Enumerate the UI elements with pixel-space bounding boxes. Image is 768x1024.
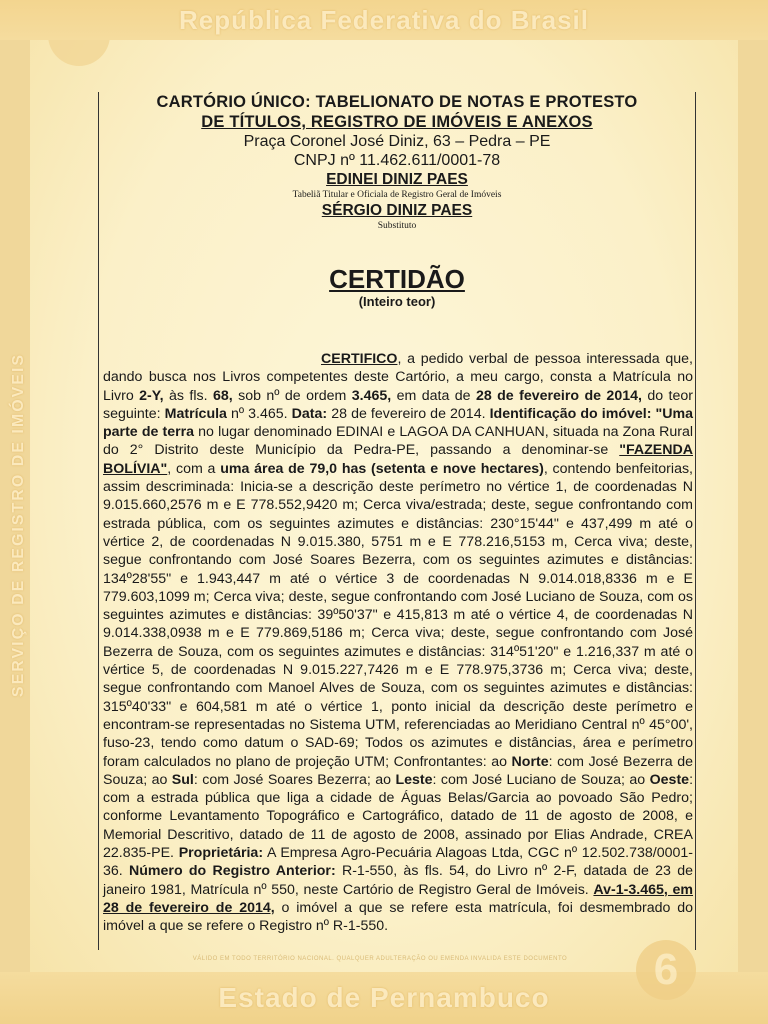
holder-role: Tabeliã Titular e Oficiala de Registro Geral de Imóveis bbox=[292, 190, 502, 200]
body-run: Oeste bbox=[649, 771, 690, 788]
state-seal-emblem: 6 bbox=[636, 940, 696, 1000]
top-banner bbox=[0, 0, 768, 40]
notary-cnpj: CNPJ nº 11.462.611/0001-78 bbox=[293, 152, 501, 169]
body-run: 68, bbox=[212, 387, 233, 404]
top-banner-text: República Federativa do Brasil bbox=[178, 5, 589, 35]
document-title: CERTIDÃO bbox=[329, 264, 465, 294]
body-run: Proprietária: bbox=[178, 845, 264, 862]
body-run: Norte bbox=[511, 753, 549, 770]
body-run: 3.465, bbox=[351, 387, 392, 404]
body-run: : com José Bezerra de Souza; ao bbox=[103, 753, 693, 788]
bottom-banner-text: Estado de Pernambuco bbox=[218, 982, 550, 1013]
body-run: Identificação do imóvel: "Uma parte de terra bbox=[103, 405, 693, 441]
body-run: : com José Soares Bezerra; ao bbox=[193, 771, 396, 788]
body-run: CERTIFICO bbox=[321, 351, 398, 367]
body-run: "FAZENDA BOLÍVIA" bbox=[103, 442, 693, 477]
footer-note: VÁLIDO EM TODO TERRITÓRIO NACIONAL. QUALQUER ADULTERAÇÃO OU EMENDA INVALIDA ESTE DOCUMENTO bbox=[192, 956, 568, 962]
body-run: 28 de fevereiro de 2014. bbox=[327, 405, 490, 422]
body-run: , com a bbox=[167, 460, 221, 477]
body-run: no lugar denominado EDINAI e LAGOA DA CANHUAN, situada na Zona Rural do 2° Distrito deste Município da Pedra-PE, passando a denominar-se bbox=[103, 424, 694, 459]
body-run: sob nº de ordem bbox=[232, 387, 352, 404]
notary-header bbox=[99, 92, 695, 232]
certificate-document bbox=[98, 92, 696, 950]
body-run: do teor seguinte: bbox=[103, 387, 693, 422]
body-run: em data de bbox=[391, 387, 476, 404]
body-run: Matrícula bbox=[164, 405, 227, 422]
body-run: Data: bbox=[291, 405, 328, 422]
certificate-body bbox=[103, 350, 693, 936]
notary-address: Praça Coronel José Diniz, 63 – Pedra – PE bbox=[243, 133, 551, 150]
side-banner bbox=[4, 300, 34, 750]
holder-name: EDINEI DINIZ PAES bbox=[326, 171, 468, 188]
body-run: Leste bbox=[395, 771, 433, 788]
body-run: : com José Luciano de Souza; ao bbox=[432, 771, 650, 788]
body-run: uma área de 79,0 has (setenta e nove hectares) bbox=[220, 460, 544, 477]
notary-title-line2: DE TÍTULOS, REGISTRO DE IMÓVEIS E ANEXOS bbox=[201, 113, 593, 131]
body-run: nº 3.465. bbox=[226, 405, 292, 422]
document-subtitle: (Inteiro teor) bbox=[358, 294, 436, 309]
body-run: Av-1-3.465, em 28 de fevereiro de 2014, bbox=[103, 881, 694, 916]
substitute-role: Substituto bbox=[377, 221, 417, 231]
body-run: , a pedido verbal de pessoa interessada que, dando busca nos Livros competentes deste Cartório, a meu cargo, consta a Matrícula no Livro bbox=[103, 351, 693, 404]
notary-title-line1: CARTÓRIO ÚNICO: TABELIONATO DE NOTAS E PROTESTO bbox=[156, 93, 638, 111]
body-run: 2-Y, bbox=[139, 387, 164, 404]
body-run: , contendo benfeitorias, assim descriminada: Inicia-se a descrição deste perímetro no vértice 1, de coordenadas N 9.015.660,2576 m e E 778.552,9420 m; Cerca viva/estrada; deste, segue confrontando com estrada pública, com os seguintes azimutes e distâncias: 230°15'44" e 437,499 m até o vértice 2, de coordenadas N 9.015.380, 5751 m e E 778.216,5153 m, Cerca viva; deste, segue confrontando com José Soares Bezerra, com os seguintes azimutes e distâncias: 134º28'55" e 1.943,447 m até o vértice 3 de coordenadas N 9.014.018,8336 m e E 779.603,1099 m; Cerca viva; deste, segue confrontando com José Luciano de Souza, com os seguintes azimutes e distâncias: 39º50'37" e 415,813 m até o vértice 4, de coordenadas N 9.014.338,0938 m e E 779.869,5186 m; Cerca viva; deste, segue confrontando com José Bezerra de Souza, com os seguintes azimutes e distâncias: 314º51'20" e 1.216,337 m até o vértice 5, de coordenadas N 9.015.227,7426 m e E 778.975,3736 m; Cerca viva; deste, segue confrontando com Manoel Alves de Souza, com os seguintes azimutes e distâncias: 315º40'33" e 604,581 m até o vértice 1, ponto inicial da descrição deste perímetro e encontram-se representadas no Sistema UTM, referenciadas ao Meridiano Central nº 45°00', fuso-23, tendo como datum o SAD-69; Todos os azimutes e distâncias, área e perímetro foram calculados no plano de projeção UTM; Confrontantes: ao bbox=[103, 460, 693, 770]
body-run: o imóvel a que se refere esta matrícula, foi desmembrado do imóvel a que se refere o Registro nº R-1-550. bbox=[103, 899, 693, 935]
side-banner-text: SERVIÇO DE REGISTRO DE IMÓVEIS bbox=[10, 352, 27, 698]
body-run: A Empresa Agro-Pecuária Alagoas Ltda, CGC nº 12.502.738/0001-36. bbox=[103, 845, 694, 880]
substitute-name: SÉRGIO DINIZ PAES bbox=[321, 202, 473, 219]
certificate-paragraph bbox=[103, 350, 693, 936]
body-run: Sul bbox=[171, 771, 194, 788]
body-run: R-1-550, às fls. 54, do Livro nº 2-F, datada de 23 de janeiro 1981, Matrícula nº 550, neste Cartório de Registro Geral de Imóveis. bbox=[103, 863, 693, 898]
document-title-block bbox=[99, 264, 695, 310]
body-run: 28 de fevereiro de 2014, bbox=[475, 387, 642, 404]
body-run: às fls. bbox=[163, 387, 213, 404]
body-run: Número do Registro Anterior: bbox=[129, 863, 336, 880]
body-run: : com a estrada pública que liga a cidade de Águas Belas/Garcia ao povoado São Pedro; conforme Levantamento Topográfico e Cartográfico, datado de 11 de agosto de 2008, e Memorial Descritivo, datado de 11 de agosto de 2008, assinado por Elias Andrade, CREA 22.835-PE. bbox=[103, 771, 694, 862]
